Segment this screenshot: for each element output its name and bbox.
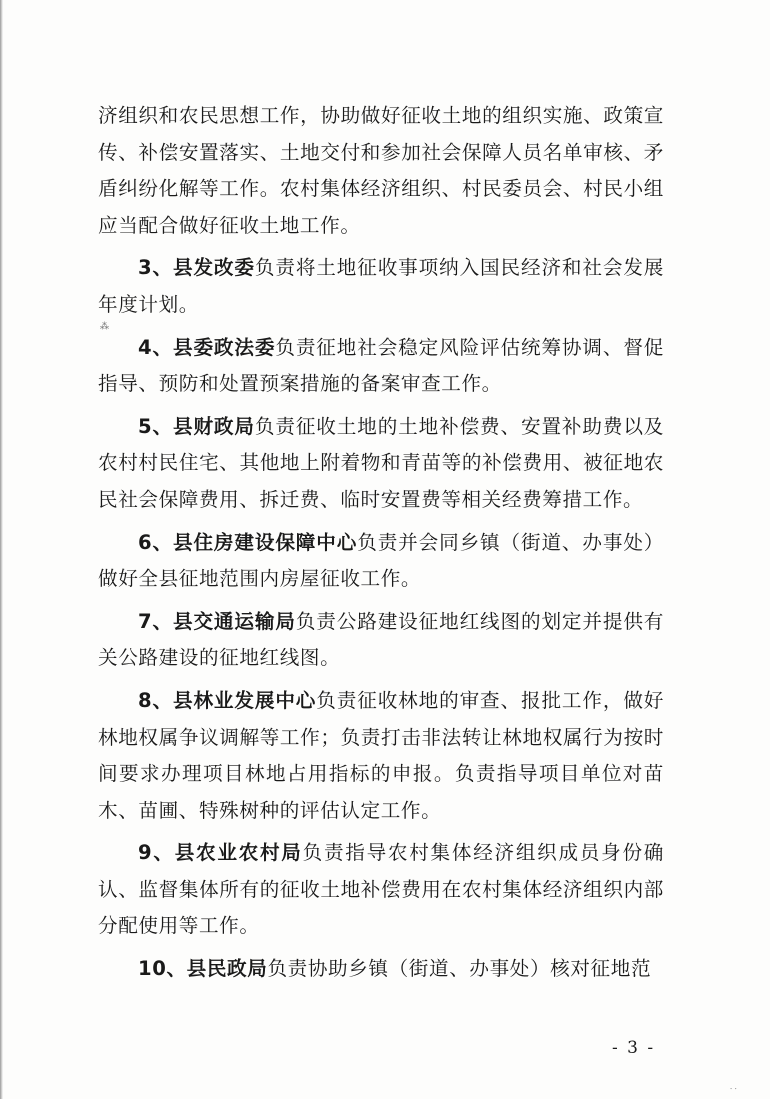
item-number: 6、	[138, 530, 173, 554]
paragraph-item-3	[98, 250, 664, 323]
scan-smudge: ⁂	[100, 322, 109, 332]
department-name: 县住房建设保障中心	[172, 530, 358, 554]
paragraph-text: 负责征地社会稳定风险评估统筹协调、督促指导、预防和处置预案措施的备案审查工作。	[98, 335, 664, 396]
department-name: 县发改委	[172, 256, 255, 280]
department-name: 县农业农村局	[174, 841, 303, 865]
paragraph-item-9	[98, 835, 664, 945]
department-name: 县民政局	[186, 957, 268, 981]
paragraph-text: 负责公路建设征地红线图的划定并提供有关公路建设的征地红线图。	[98, 609, 664, 670]
department-name: 县委政法委	[172, 335, 276, 359]
item-number: 5、	[138, 414, 173, 438]
paragraph-text: 负责征收土地的土地补偿费、安置补助费以及农村村民住宅、其他地上附着物和青苗等的补偿费用、被征地农民社会保障费用、拆迁费、临时安置费等相关经费筹措工作。	[98, 414, 664, 511]
paragraph-text: 济组织和农民思想工作，协助做好征收土地的组织实施、政策宣传、补偿安置落实、土地交付和参加社会保障人员名单审核、矛盾纠纷化解等工作。农村集体经济组织、村民委员会、村民小组应当配合做好征收土地工作。	[98, 104, 664, 237]
department-name: 县财政局	[172, 414, 255, 438]
paragraph-item-4	[98, 330, 664, 403]
paragraph-item-6	[98, 525, 664, 598]
paragraph-text: 负责将土地征收事项纳入国民经济和社会发展年度计划。	[98, 256, 664, 316]
item-number: 4、	[138, 335, 173, 359]
paragraph-text: 负责指导农村集体经济组织成员身份确认、监督集体所有的征收土地补偿费用在农村集体经济组织内部分配使用等工作。	[98, 841, 664, 938]
item-number: 3、	[138, 256, 173, 280]
item-number: 7、	[138, 609, 173, 633]
paragraph-item-7	[98, 604, 664, 677]
paragraph-continued	[98, 98, 664, 244]
paragraph-text: 负责征收林地的审查、报批工作，做好林地权属争议调解等工作；负责打击非法转让林地权属行为按时间要求办理项目林地占用指标的申报。负责指导项目单位对苗木、苗圃、特殊树种的评估认定工作。	[98, 688, 664, 822]
department-name: 县交通运输局	[172, 609, 296, 633]
document-body	[98, 98, 664, 994]
item-number: 10、	[138, 957, 187, 981]
page-number: - 3 -	[612, 1038, 656, 1058]
paragraph-text: 负责并会同乡镇（街道、办事处）做好全县征地范围内房屋征收工作。	[98, 530, 664, 591]
scan-edge	[0, 0, 3, 1099]
paragraph-item-8	[98, 683, 664, 829]
department-name: 县林业发展中心	[172, 688, 317, 712]
paragraph-item-10	[98, 951, 664, 988]
paragraph-item-5	[98, 409, 664, 519]
item-number: 8、	[138, 688, 173, 712]
paragraph-text: 负责协助乡镇（街道、办事处）核对征地范	[267, 957, 652, 981]
item-number: 9、	[138, 841, 175, 865]
scan-corner-mark: ⸳ ⸳	[730, 1083, 737, 1092]
